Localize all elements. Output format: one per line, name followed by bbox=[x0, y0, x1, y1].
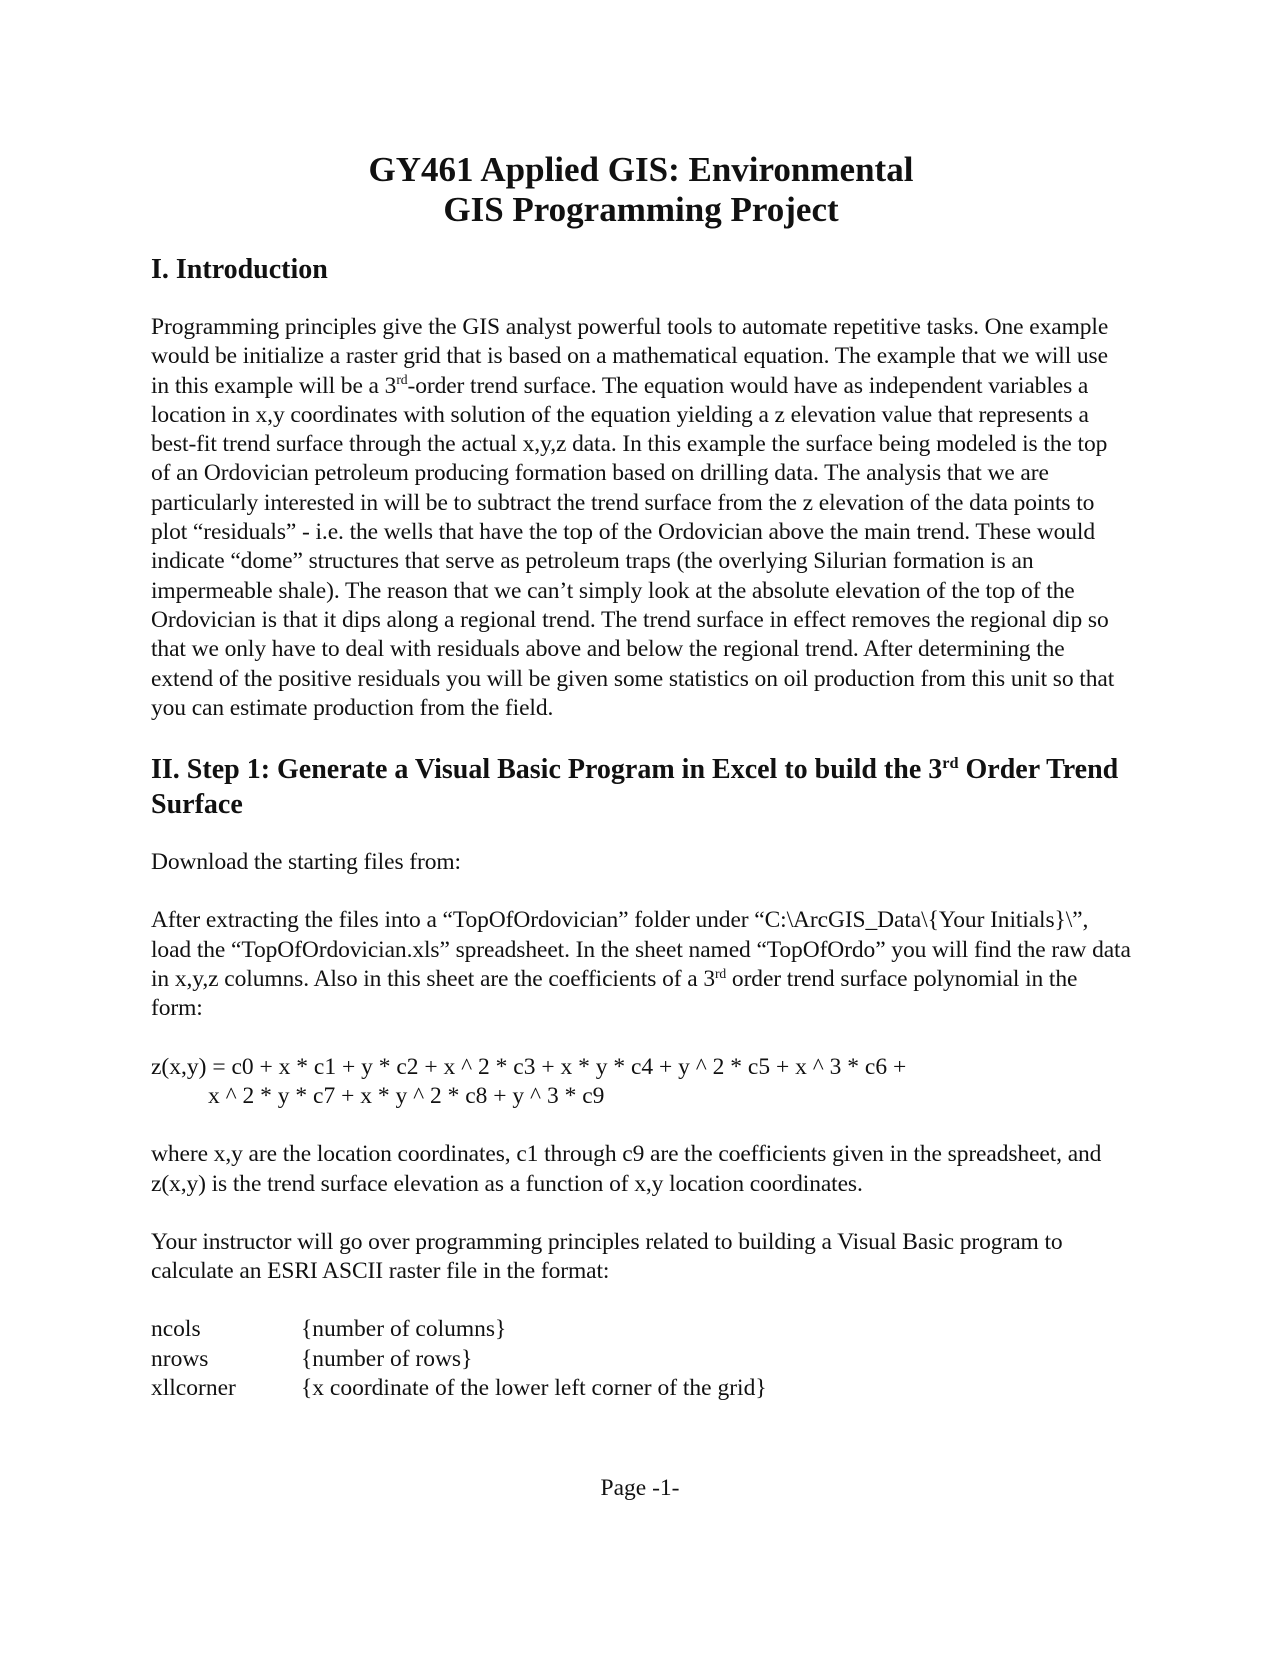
intro-text-part-1: Programming principles give the GIS analyst powerful tools to automate repetitive tasks. One example would be initialize a raster grid that is based on a mathematical equation. The example that we will use in this example will be a 3 bbox=[151, 314, 1109, 399]
introduction-paragraph bbox=[151, 313, 1131, 723]
format-key: ncols bbox=[151, 1316, 201, 1343]
section-heading-step-1 bbox=[151, 752, 1131, 822]
section-heading-introduction: I. Introduction bbox=[151, 254, 328, 285]
extract-files-paragraph bbox=[151, 906, 1131, 1023]
intro-superscript: rd bbox=[396, 372, 408, 388]
equation-line-2: x ^ 2 * y * c7 + x * y ^ 2 * c8 + y ^ 3 * c9 bbox=[208, 1082, 605, 1109]
extract-text-part-1: After extracting the files into a “TopOfOrdovician” folder under “C:\ArcGIS_Data\{Your Initials}\”, load the “TopOfOrdovician.xls” spreadsheet. In the sheet named “TopOfOrdo” you will find the raw data in x,y,z columns. Also in this sheet are the coefficients of a 3 bbox=[151, 907, 1131, 993]
intro-text-part-2: -order trend surface. The equation would have as independent variables a location in x,y coordinates with solution of the equation yielding a z elevation value that represents a best-fit trend surface through the actual x,y,z data. In this example the surface being modeled is the top of an Ordovician petroleum producing formation based on drilling data. The analysis that we are particularly interested in will be to subtract the trend surface from the z elevation of the data points to plot “residuals” - i.e. the wells that have the top of the Ordovician above the main trend. These would indicate “dome” structures that serve as petroleum traps (the overlying Silurian formation is an impermeable shale). The reason that we can’t simply look at the absolute elevation of the top of the Ordovician is that it dips along a regional trend. The trend surface in effect removes the regional dip so that we only have to deal with residuals above and below the regional trend. After determining the extend of the positive residuals you will be given some statistics on oil production from this unit so that you can estimate production from the field. bbox=[151, 372, 1115, 721]
title-line-1: GY461 Applied GIS: Environmental bbox=[368, 150, 914, 189]
format-description: {x coordinate of the lower left corner of the grid} bbox=[301, 1375, 767, 1402]
format-key: nrows bbox=[151, 1345, 209, 1372]
format-description: {number of rows} bbox=[301, 1345, 473, 1372]
extract-superscript: rd bbox=[715, 965, 727, 981]
coefficients-paragraph: where x,y are the location coordinates, c1 through c9 are the coefficients given in the spreadsheet, and z(x,y) is the trend surface elevation as a function of x,y location coordinates. bbox=[151, 1141, 1102, 1197]
equation-line-1: z(x,y) = c0 + x * c1 + y * c2 + x ^ 2 * c3 + x * y * c4 + y ^ 2 * c5 + x ^ 3 * c6 + bbox=[151, 1053, 907, 1080]
step1-heading-superscript: rd bbox=[942, 754, 959, 773]
step1-heading-part-2: Order Trend Surface bbox=[151, 754, 1119, 821]
polynomial-equation bbox=[151, 1053, 1131, 1112]
format-row bbox=[151, 1374, 767, 1403]
format-key: xllcorner bbox=[151, 1375, 236, 1402]
extract-text-part-2: order trend surface polynomial in the form: bbox=[151, 966, 1078, 1022]
page-content bbox=[151, 150, 1131, 1403]
instructor-paragraph: Your instructor will go over programming principles related to building a Visual Basic program to calculate an ESRI ASCII raster file in the format: bbox=[151, 1228, 1063, 1285]
format-row bbox=[151, 1315, 767, 1344]
step1-heading-part-1: II. Step 1: Generate a Visual Basic Program in Excel to build the 3 bbox=[151, 754, 943, 786]
document-title bbox=[151, 150, 1131, 230]
ascii-raster-format-table bbox=[151, 1315, 767, 1403]
page-number: Page -1- bbox=[600, 1475, 680, 1501]
title-line-2: GIS Programming Project bbox=[443, 190, 839, 229]
download-paragraph: Download the starting files from: bbox=[151, 849, 461, 876]
format-row bbox=[151, 1345, 767, 1374]
format-description: {number of columns} bbox=[301, 1316, 507, 1343]
